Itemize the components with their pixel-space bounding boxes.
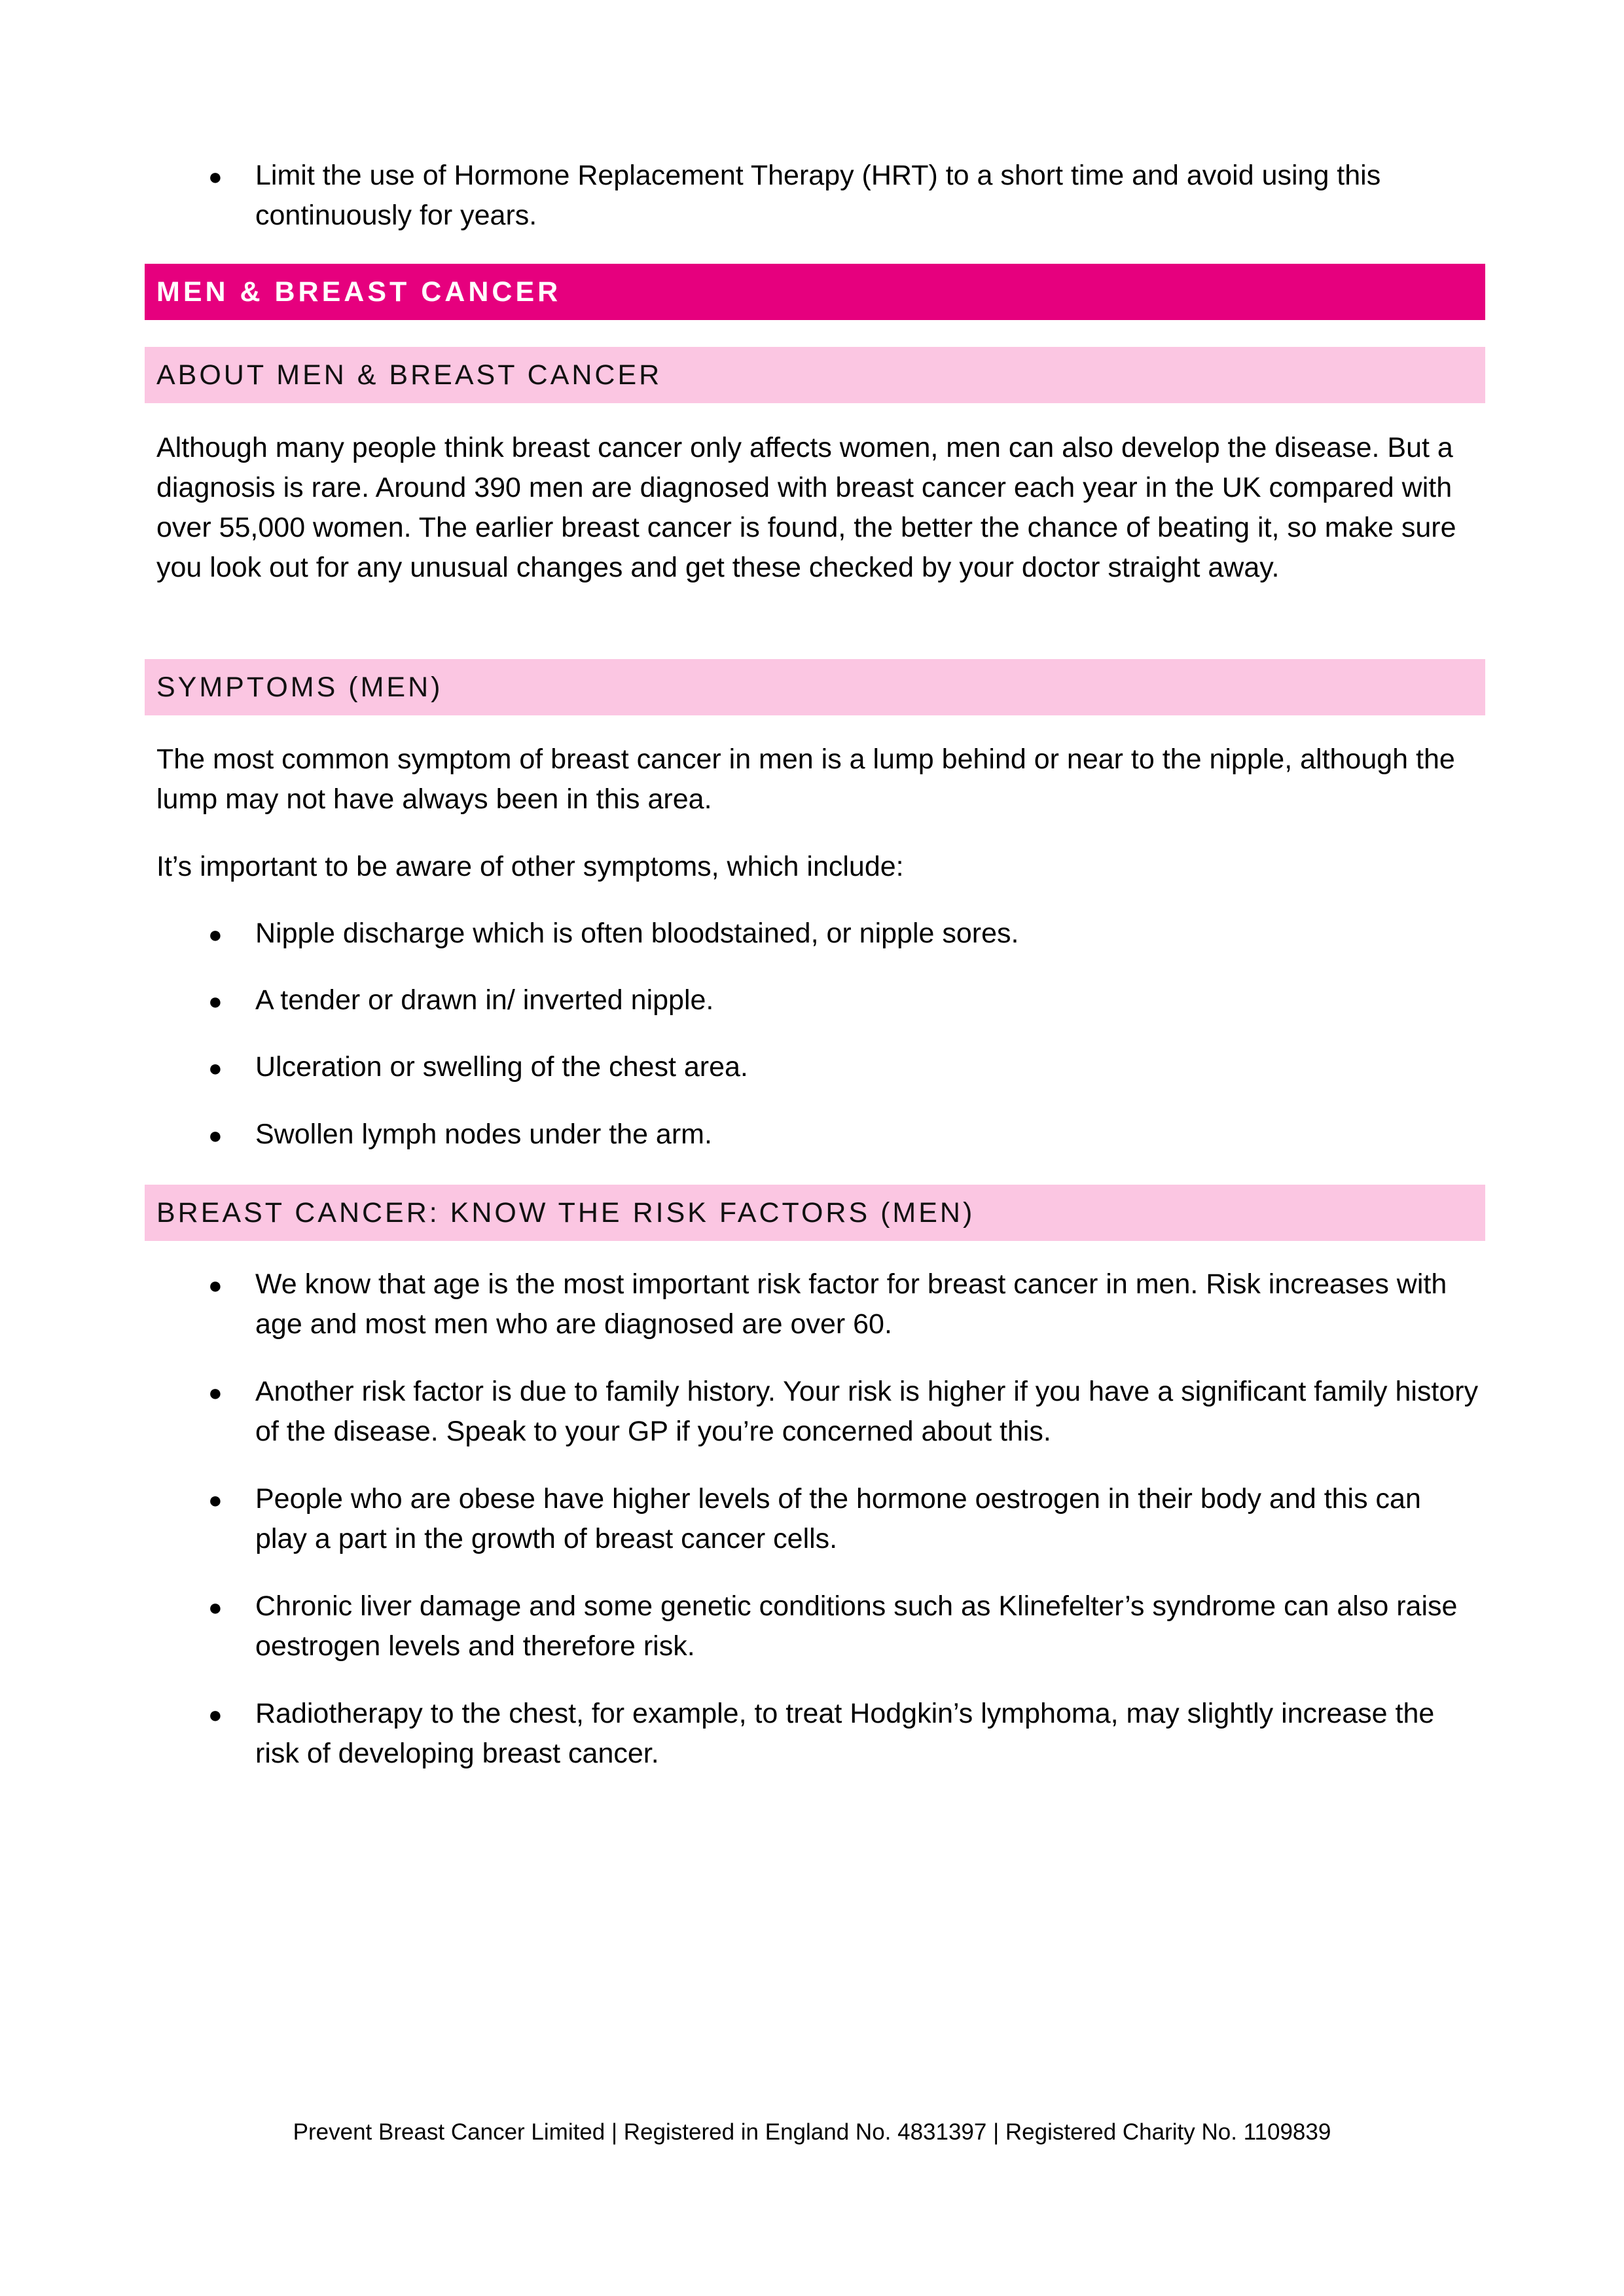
list-item-text: Another risk factor is due to family history. Your risk is higher if you have a significant family history of the disease. Speak to your GP if you’re concerned about this.: [255, 1376, 1479, 1447]
list-item-text: Ulceration or swelling of the chest area.: [255, 1051, 748, 1083]
bullet-icon: ●: [208, 1486, 223, 1513]
symptoms-intro-paragraph: The most common symptom of breast cancer in men is a lump behind or near to the nipple, although the lump may not have always been in this area.: [156, 744, 1455, 815]
bullet-icon: ●: [208, 1594, 223, 1621]
subsection-heading-about: ABOUT MEN & BREAST CANCER: [145, 347, 1485, 403]
bullet-icon: ●: [208, 921, 223, 948]
bullet-icon: ●: [208, 1054, 223, 1081]
list-item-text: People who are obese have higher levels of the hormone oestrogen in their body and this can play a part in the growth of breast cancer cells.: [255, 1483, 1421, 1554]
list-item-text: Chronic liver damage and some genetic conditions such as Klinefelter’s syndrome can also raise oestrogen levels and therefore risk.: [255, 1590, 1458, 1662]
section-heading-men-breast-cancer: MEN & BREAST CANCER: [145, 264, 1485, 320]
page-footer: Prevent Breast Cancer Limited | Registered in England No. 4831397 | Registered Charity No. 1109839: [293, 2119, 1331, 2145]
bullet-icon: ●: [208, 1379, 223, 1406]
bullet-icon: ●: [208, 988, 223, 1014]
subsection-heading-risk-factors: BREAST CANCER: KNOW THE RISK FACTORS (MEN): [145, 1185, 1485, 1241]
list-item-text: We know that age is the most important risk factor for breast cancer in men. Risk increases with age and most men who are diagnosed are over 60.: [255, 1268, 1447, 1340]
list-item-text: Limit the use of Hormone Replacement Therapy (HRT) to a short time and avoid using this continuously for years.: [255, 160, 1381, 231]
symptoms-lead-paragraph: It’s important to be aware of other symptoms, which include:: [156, 851, 904, 882]
bullet-icon: ●: [208, 1701, 223, 1728]
bullet-icon: ●: [208, 163, 223, 190]
list-item-text: Nipple discharge which is often bloodstained, or nipple sores.: [255, 918, 1019, 949]
about-paragraph: Although many people think breast cancer only affects women, men can also develop the disease. But a diagnosis is rare. Around 390 men are diagnosed with breast cancer each year in the UK compared with over 55,000 women. The earlier breast cancer is found, the better the chance of beating it, so make sure you look out for any unusual changes and get these checked by your doctor straight away.: [156, 432, 1456, 583]
subsection-heading-symptoms: SYMPTOMS (MEN): [145, 659, 1485, 715]
bullet-icon: ●: [208, 1122, 223, 1149]
bullet-icon: ●: [208, 1272, 223, 1299]
list-item-text: A tender or drawn in/ inverted nipple.: [255, 984, 714, 1016]
list-item-text: Radiotherapy to the chest, for example, to treat Hodgkin’s lymphoma, may slightly increase the risk of developing breast cancer.: [255, 1698, 1435, 1769]
list-item-text: Swollen lymph nodes under the arm.: [255, 1119, 712, 1150]
